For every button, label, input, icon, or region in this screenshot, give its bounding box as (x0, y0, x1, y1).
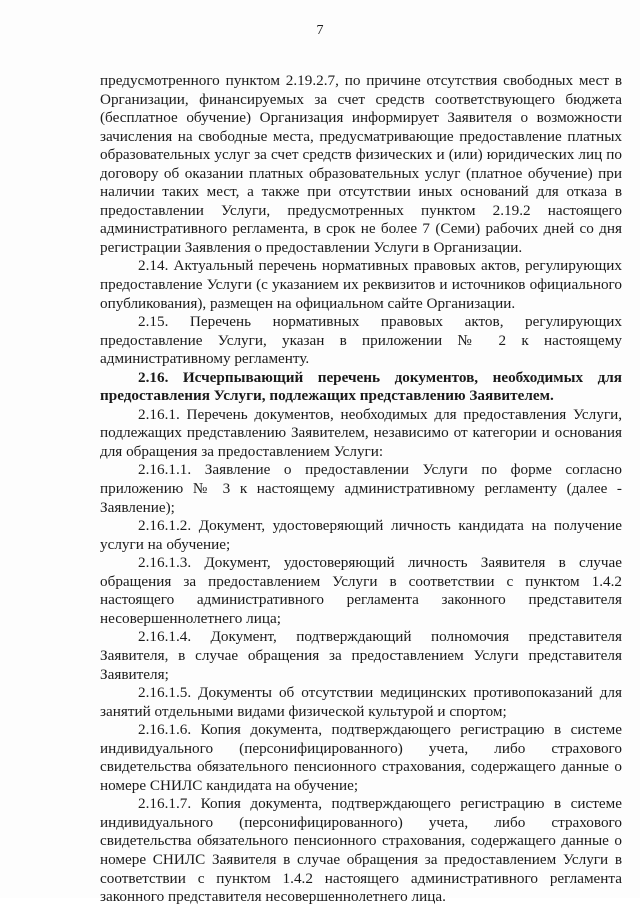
document-body (100, 72, 622, 907)
paragraph-2-14: 2.14. Актуальный перечень нормативных правовых актов, регулирующих предоставление Услуги (с указанием их реквизитов и источников официального опубликования), размещен на официальном сайте Организации. (100, 257, 622, 312)
paragraph-2-16-1-5: 2.16.1.5. Документы об отсутствии медицинских противопоказаний для занятий отдельными видами физической культурой и спортом; (100, 684, 622, 720)
paragraph-2-16-1-3: 2.16.1.3. Документ, удостоверяющий личность Заявителя в случае обращения за предоставлением Услуги в соответствии с пунктом 1.4.2 настоящего административного регламента законного представителя несовершеннолетнего лица; (100, 554, 622, 627)
paragraph-2-16-1-4: 2.16.1.4. Документ, подтверждающий полномочия представителя Заявителя, в случае обращения за предоставлением Услуги представителя Заявителя; (100, 628, 622, 683)
paragraph-2-16-1-7: 2.16.1.7. Копия документа, подтверждающего регистрацию в системе индивидуального (персонифицированного) учета, либо страхового свидетельства обязательного пенсионного страхования, содержащего данные о номере СНИЛС Заявителя в случае обращения за предоставлением Услуги в соответствии с пунктом 1.4.2 настоящего административного регламента законного представителя несовершеннолетнего лица. (100, 795, 622, 906)
paragraph-2-16-1-1: 2.16.1.1. Заявление о предоставлении Услуги по форме согласно приложению № 3 к настоящему административному регламенту (далее - Заявление); (100, 461, 622, 516)
paragraph-continuation: предусмотренного пунктом 2.19.2.7, по причине отсутствия свободных мест в Организации, финансируемых за счет средств соответствующего бюджета (бесплатное обучение) Организация информирует Заявителя о возможности зачисления на свободные места, предусматривающие предоставление платных образовательных услуг за счет средств физических и (или) юридических лиц по договору об оказании платных образовательных услуг (платное обучение) при наличии таких мест, а также при отсутствии иных оснований для отказа в предоставлении Услуги, предусмотренных пунктом 2.19.2 настоящего административного регламента, в срок не более 7 (Семи) рабочих дней со дня регистрации Заявления о предоставлении Услуги в Организации. (100, 72, 622, 256)
section-heading-2-16: 2.16. Исчерпывающий перечень документов, необходимых для предоставления Услуги, подлежащих представлению Заявителем. (100, 368, 622, 405)
paragraph-2-16-1: 2.16.1. Перечень документов, необходимых для предоставления Услуги, подлежащих представлению Заявителем, независимо от категории и основания для обращения за предоставлением Услуги: (100, 405, 622, 460)
paragraph-2-16-1-6: 2.16.1.6. Копия документа, подтверждающего регистрацию в системе индивидуального (персонифицированного) учета, либо страхового свидетельства обязательного пенсионного страхования, содержащего данные о номере СНИЛС кандидата на обучение; (100, 721, 622, 794)
paragraph-2-15: 2.15. Перечень нормативных правовых актов, регулирующих предоставление Услуги, указан в приложении № 2 к настоящему административному регламенту. (100, 313, 622, 368)
paragraph-2-16-1-2: 2.16.1.2. Документ, удостоверяющий личность кандидата на получение услуги на обучение; (100, 517, 622, 553)
page-number: 7 (316, 23, 324, 38)
